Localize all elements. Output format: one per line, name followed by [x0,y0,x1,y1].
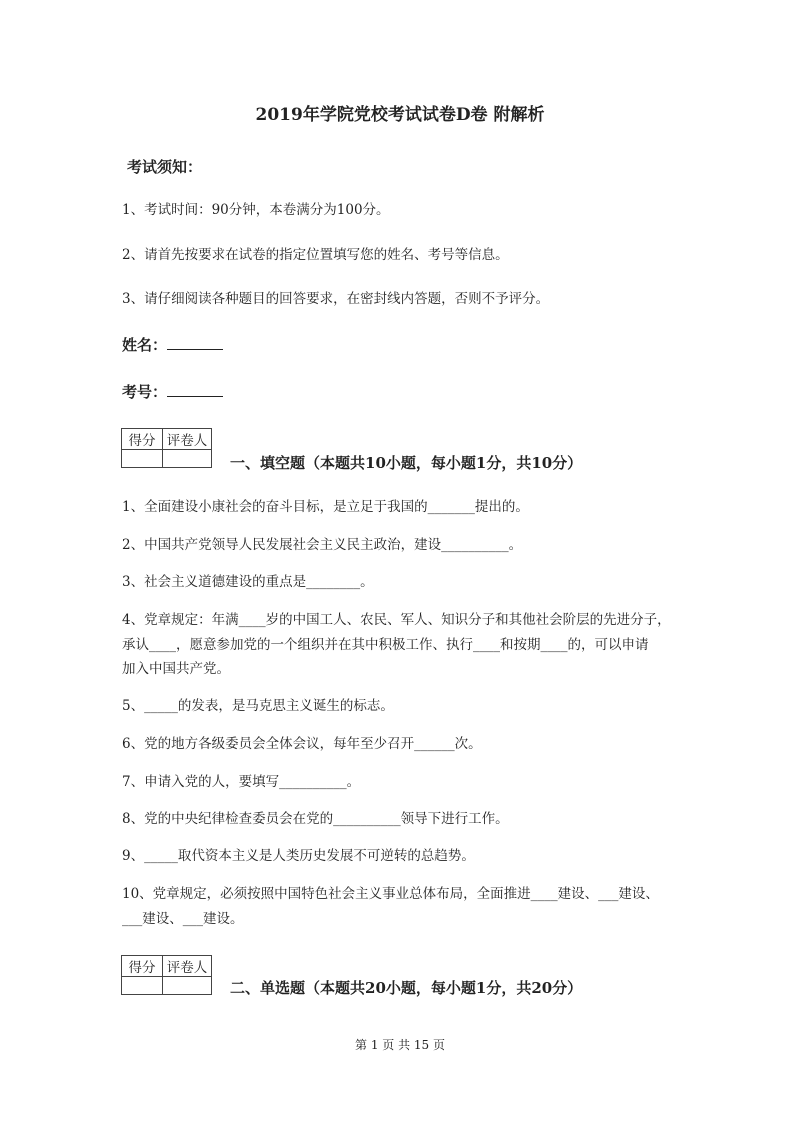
question: 10、党章规定，必须按照中国特色社会主义事业总体布局，全面推进____建设、___建设、 [122,886,659,902]
notice-heading: 考试须知： [127,158,203,176]
question: 1、全面建设小康社会的奋斗目标，是立足于我国的_______提出的。 [122,499,529,515]
page-footer: 第 1 页 共 15 页 [355,1038,445,1052]
grader-label: 评卷人 [163,956,212,977]
section-heading: 二、单选题（本题共20小题，每小题1分，共20分） [230,979,583,997]
question: 7、申请入党的人，要填写__________。 [122,774,361,790]
name-label: 姓名： [122,336,168,354]
question: 5、_____的发表，是马克思主义诞生的标志。 [122,698,394,714]
section-heading: 一、填空题（本题共10小题，每小题1分，共10分） [230,454,583,472]
grader-label: 评卷人 [163,429,212,450]
question-continued: ___建设、___建设。 [122,911,244,927]
notice-item: 1、考试时间：90分钟，本卷满分为100分。 [122,202,390,218]
score-cell [122,450,163,468]
question: 9、_____取代资本主义是人类历史发展不可逆转的总趋势。 [122,848,475,864]
page-title: 2019年学院党校考试试卷D卷 附解析 [255,105,545,125]
question: 8、党的中央纪律检查委员会在党的__________领导下进行工作。 [122,811,509,827]
name-field [122,334,223,355]
grader-cell [163,450,212,468]
score-cell [122,977,163,995]
grader-cell [163,977,212,995]
question: 4、党章规定：年满____岁的中国工人、农民、军人、知识分子和其他社会阶层的先进分子， [122,612,671,628]
id-field [122,381,223,402]
question: 6、党的地方各级委员会全体会议，每年至少召开______次。 [122,736,482,752]
name-blank[interactable] [167,335,223,350]
score-box [121,955,212,995]
score-box [121,428,212,468]
score-label: 得分 [122,429,163,450]
id-label: 考号： [122,383,168,401]
id-blank[interactable] [167,382,223,397]
notice-item: 3、请仔细阅读各种题目的回答要求，在密封线内答题，否则不予评分。 [122,291,550,307]
question-continued: 承认____，愿意参加党的一个组织并在其中积极工作、执行____和按期____的，可以申请 [122,637,649,653]
question: 3、社会主义道德建设的重点是________。 [122,574,374,590]
question: 2、中国共产党领导人民发展社会主义民主政治，建设__________。 [122,537,523,553]
score-label: 得分 [122,956,163,977]
question-continued: 加入中国共产党。 [122,661,230,677]
notice-item: 2、请首先按要求在试卷的指定位置填写您的姓名、考号等信息。 [122,247,509,263]
